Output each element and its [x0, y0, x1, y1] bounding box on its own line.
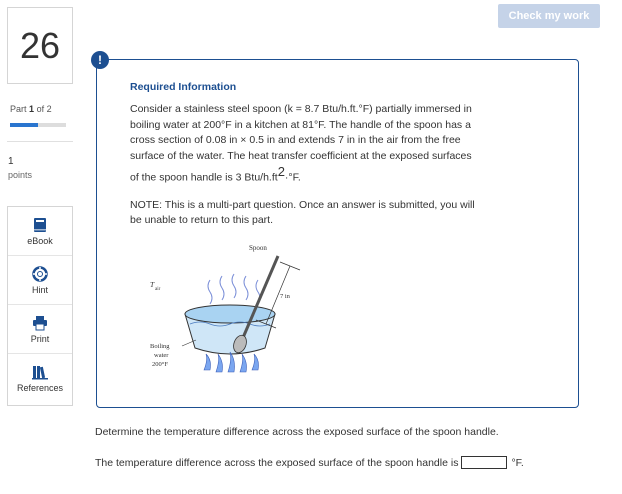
bookshelf-icon	[32, 364, 48, 380]
problem-line: Consider a stainless steel spoon (k = 8.7 Btu/h.ft.°F) partially immersed in	[130, 103, 472, 115]
problem-statement	[130, 102, 570, 186]
printer-icon	[32, 315, 48, 331]
answer-input[interactable]	[461, 456, 507, 469]
question-text: Determine the temperature difference across the exposed surface of the spoon handle.	[95, 426, 499, 438]
print-label: Print	[30, 333, 50, 344]
part-indicator	[10, 104, 52, 114]
t-air-label: T	[150, 280, 155, 289]
part-label: Part	[10, 104, 27, 114]
part-progress-bar	[10, 123, 66, 127]
check-my-work-button[interactable]: Check my work	[498, 4, 600, 28]
problem-line: boiling water at 200°F in a kitchen at 81°F. The handle of the spoon has a	[130, 118, 471, 131]
lifebuoy-icon	[32, 266, 48, 282]
book-icon	[32, 217, 48, 233]
length-label: 7 in	[280, 293, 290, 300]
part-progress-fill	[10, 123, 38, 127]
tools-panel	[7, 206, 73, 406]
problem-text: ·°F.	[284, 171, 301, 184]
hint-label: Hint	[31, 284, 48, 295]
temperature-label: 200°F	[152, 361, 168, 368]
problem-line: cross section of 0.08 in × 0.5 in and extends 7 in in the air from the free	[130, 134, 461, 146]
t-air-subscript: air	[155, 287, 161, 292]
steam-icon	[208, 274, 260, 304]
note-line: be unable to return to this part.	[130, 214, 274, 226]
alert-icon: !	[91, 51, 109, 69]
superscript: 2	[277, 164, 285, 179]
points-value: 1	[8, 156, 14, 167]
spoon-label: Spoon	[249, 244, 267, 252]
print-button[interactable]	[8, 305, 72, 354]
flame-icon	[204, 352, 259, 372]
note-line: NOTE: This is a multi-part question. Once an answer is submitted, you will	[130, 199, 475, 211]
question-number-text: 26	[19, 24, 61, 66]
answer-row	[95, 456, 524, 469]
references-button[interactable]	[8, 354, 72, 403]
part-total: of 2	[36, 104, 52, 114]
answer-unit: °F.	[511, 456, 524, 469]
water-label: water	[154, 352, 169, 359]
note-text	[130, 198, 570, 228]
question-number	[7, 7, 73, 84]
boiling-label: Boiling	[150, 343, 170, 350]
problem-line	[130, 164, 570, 186]
points-label: points	[8, 170, 33, 180]
problem-line: surface of the water. The heat transfer coefficient at the exposed surfaces	[130, 149, 472, 162]
ebook-button[interactable]	[8, 207, 72, 256]
part-current: 1	[29, 104, 35, 114]
answer-prefix: The temperature difference across the exposed surface of the spoon handle is	[95, 456, 459, 469]
spoon-diagram	[140, 236, 320, 386]
references-label: References	[16, 383, 64, 393]
divider	[7, 141, 73, 142]
problem-text: of the spoon handle is 3 Btu/h.ft	[130, 171, 278, 184]
pot-icon	[185, 305, 275, 354]
hint-button[interactable]	[8, 256, 72, 305]
ebook-label: eBook	[27, 235, 53, 246]
info-title: Required Information	[130, 81, 237, 93]
